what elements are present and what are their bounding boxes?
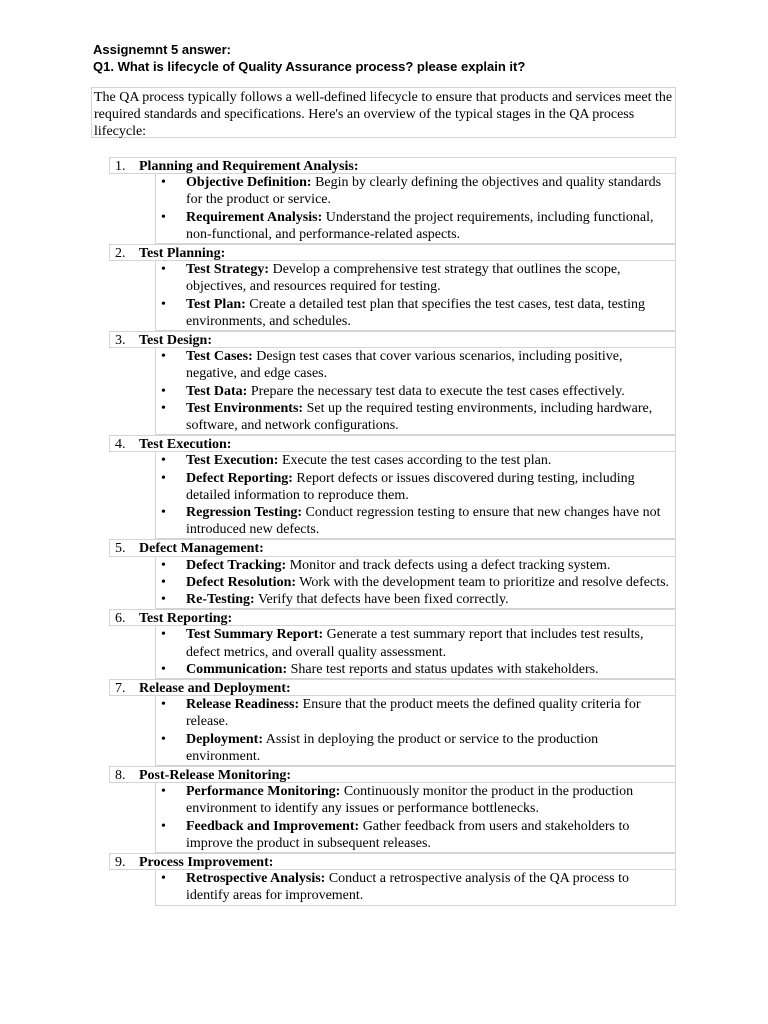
stage-title: Test Planning:	[139, 246, 226, 261]
item-text: Prepare the necessary test data to execute the test cases effectively.	[247, 383, 625, 399]
bullet-icon: •	[161, 818, 166, 834]
list-item	[156, 470, 675, 504]
item-label: Communication:	[186, 661, 288, 677]
stage-heading	[109, 853, 676, 870]
list-item	[156, 296, 675, 330]
item-text: Report defects or issues discovered during testing, including detailed information to reproduce them.	[186, 470, 635, 503]
stage-number: 5.	[115, 541, 126, 557]
list-item	[156, 731, 675, 765]
list-item	[156, 452, 675, 469]
stage-items	[155, 261, 676, 331]
list-item	[156, 504, 675, 538]
stage-items	[155, 870, 676, 905]
stage-title: Defect Management:	[139, 541, 264, 557]
stage-number: 1.	[115, 159, 126, 174]
stage-number: 4.	[115, 437, 126, 453]
stage-items	[155, 626, 676, 679]
item-label: Feedback and Improvement:	[186, 818, 360, 834]
bullet-icon: •	[161, 627, 166, 643]
stage-number: 2.	[115, 246, 126, 261]
stage-section	[109, 435, 676, 539]
bullet-icon: •	[161, 574, 166, 590]
stage-title: Test Execution:	[139, 437, 232, 453]
list-item	[156, 591, 675, 608]
list-item	[156, 661, 675, 678]
item-text: Share test reports and status updates with stakeholders.	[287, 661, 599, 677]
stage-number: 7.	[115, 681, 126, 696]
stage-section	[109, 539, 676, 609]
bullet-icon: •	[161, 784, 166, 800]
stage-list	[109, 157, 676, 906]
item-label: Requirement Analysis:	[186, 209, 323, 225]
item-label: Test Data:	[186, 383, 248, 399]
list-item	[156, 557, 675, 574]
bullet-icon: •	[161, 661, 166, 677]
item-label: Deployment:	[186, 731, 263, 747]
item-text: Verify that defects have been fixed correctly.	[254, 592, 509, 607]
item-label: Test Execution:	[186, 453, 279, 469]
stage-section	[109, 853, 676, 906]
item-text: Create a detailed test plan that specifies the test cases, test data, testing environments, and schedules.	[186, 296, 646, 329]
bullet-icon: •	[161, 871, 166, 887]
stage-section	[109, 244, 676, 331]
stage-heading	[109, 244, 676, 261]
item-text: Conduct a retrospective analysis of the QA process to identify areas for improvement.	[186, 871, 629, 904]
item-text: Conduct regression testing to ensure that new changes have not introduced new defects.	[186, 505, 661, 538]
bullet-icon: •	[161, 296, 166, 312]
stage-heading	[109, 157, 676, 174]
bullet-icon: •	[161, 400, 166, 416]
stage-heading	[109, 679, 676, 696]
item-label: Re-Testing:	[186, 592, 255, 607]
stage-heading	[109, 331, 676, 348]
list-item	[156, 400, 675, 434]
list-item	[156, 383, 675, 400]
stage-items	[155, 783, 676, 853]
item-text: Ensure that the product meets the defined quality criteria for release.	[186, 697, 641, 730]
stage-section	[109, 157, 676, 244]
stage-heading	[109, 539, 676, 556]
stage-heading	[109, 435, 676, 452]
item-text: Set up the required testing environments, including hardware, software, and network configurations.	[186, 400, 653, 433]
item-label: Defect Tracking:	[186, 557, 287, 573]
item-text: Design test cases that cover various scenarios, including positive, negative, and edge cases.	[186, 349, 623, 382]
stage-items	[155, 696, 676, 766]
bullet-icon: •	[161, 262, 166, 278]
item-label: Test Environments:	[186, 400, 304, 416]
list-item	[156, 818, 675, 852]
item-text: Develop a comprehensive test strategy that outlines the scope, objectives, and resources required for testing.	[186, 262, 621, 295]
item-text: Begin by clearly defining the objectives and quality standards for the product or service.	[186, 175, 662, 208]
list-item	[156, 209, 675, 243]
bullet-icon: •	[161, 209, 166, 225]
item-label: Test Cases:	[186, 349, 253, 365]
stage-section	[109, 609, 676, 679]
bullet-icon: •	[161, 697, 166, 713]
item-label: Performance Monitoring:	[186, 784, 341, 800]
stage-number: 8.	[115, 768, 126, 783]
bullet-icon: •	[161, 453, 166, 469]
stage-title: Planning and Requirement Analysis:	[139, 159, 359, 174]
document-title: Assignemnt 5 answer:	[93, 42, 231, 57]
item-text: Monitor and track defects using a defect tracking system.	[286, 557, 611, 573]
list-item	[156, 174, 675, 208]
item-label: Defect Resolution:	[186, 574, 297, 590]
bullet-icon: •	[161, 470, 166, 486]
stage-title: Test Reporting:	[139, 611, 233, 627]
item-text: Understand the project requirements, including functional, non-functional, and performance-related aspects.	[186, 209, 654, 242]
stage-items	[155, 174, 676, 244]
list-item	[156, 574, 675, 591]
item-text: Assist in deploying the product or service to the production environment.	[186, 731, 599, 764]
stage-items	[155, 348, 676, 435]
stage-section	[109, 766, 676, 853]
item-label: Regression Testing:	[186, 505, 303, 520]
stage-number: 3.	[115, 333, 126, 348]
bullet-icon: •	[161, 175, 166, 191]
bullet-icon: •	[161, 349, 166, 365]
stage-items	[155, 452, 676, 539]
item-text: Execute the test cases according to the test plan.	[278, 453, 552, 469]
stage-heading	[109, 766, 676, 783]
item-label: Defect Reporting:	[186, 470, 293, 486]
stage-number: 6.	[115, 611, 126, 627]
list-item	[156, 783, 675, 817]
stage-title: Post-Release Monitoring:	[139, 768, 292, 783]
list-item	[156, 261, 675, 295]
intro-paragraph: The QA process typically follows a well-defined lifecycle to ensure that products and services meet the required standards and specifications. Here's an overview of the typical stages in the QA process lifecycle:	[91, 87, 676, 138]
item-label: Test Strategy:	[186, 262, 270, 278]
item-text: Continuously monitor the product in the production environment to identify any issues or performance bottlenecks.	[186, 784, 634, 817]
stage-items	[155, 557, 676, 610]
item-text: Generate a test summary report that includes test results, defect metrics, and overall quality assessment.	[186, 627, 644, 660]
question-heading: Q1. What is lifecycle of Quality Assurance process? please explain it?	[93, 59, 526, 74]
stage-section	[109, 679, 676, 766]
bullet-icon: •	[161, 505, 166, 520]
list-item	[156, 626, 675, 660]
item-label: Test Plan:	[186, 296, 246, 312]
item-text: Work with the development team to prioritize and resolve defects.	[296, 574, 670, 590]
item-text: Gather feedback from users and stakeholders to improve the product in subsequent releases.	[186, 818, 630, 851]
stage-title: Process Improvement:	[139, 855, 274, 870]
item-label: Retrospective Analysis:	[186, 871, 326, 887]
bullet-icon: •	[161, 592, 166, 607]
stage-title: Release and Deployment:	[139, 681, 291, 696]
list-item	[156, 348, 675, 382]
stage-section	[109, 331, 676, 435]
stage-number: 9.	[115, 855, 126, 870]
item-label: Release Readiness:	[186, 697, 300, 713]
item-label: Test Summary Report:	[186, 627, 324, 643]
list-item	[156, 870, 675, 904]
stage-heading	[109, 609, 676, 626]
bullet-icon: •	[161, 731, 166, 747]
item-label: Objective Definition:	[186, 175, 312, 191]
bullet-icon: •	[161, 557, 166, 573]
list-item	[156, 696, 675, 730]
stage-title: Test Design:	[139, 333, 212, 348]
bullet-icon: •	[161, 383, 166, 399]
